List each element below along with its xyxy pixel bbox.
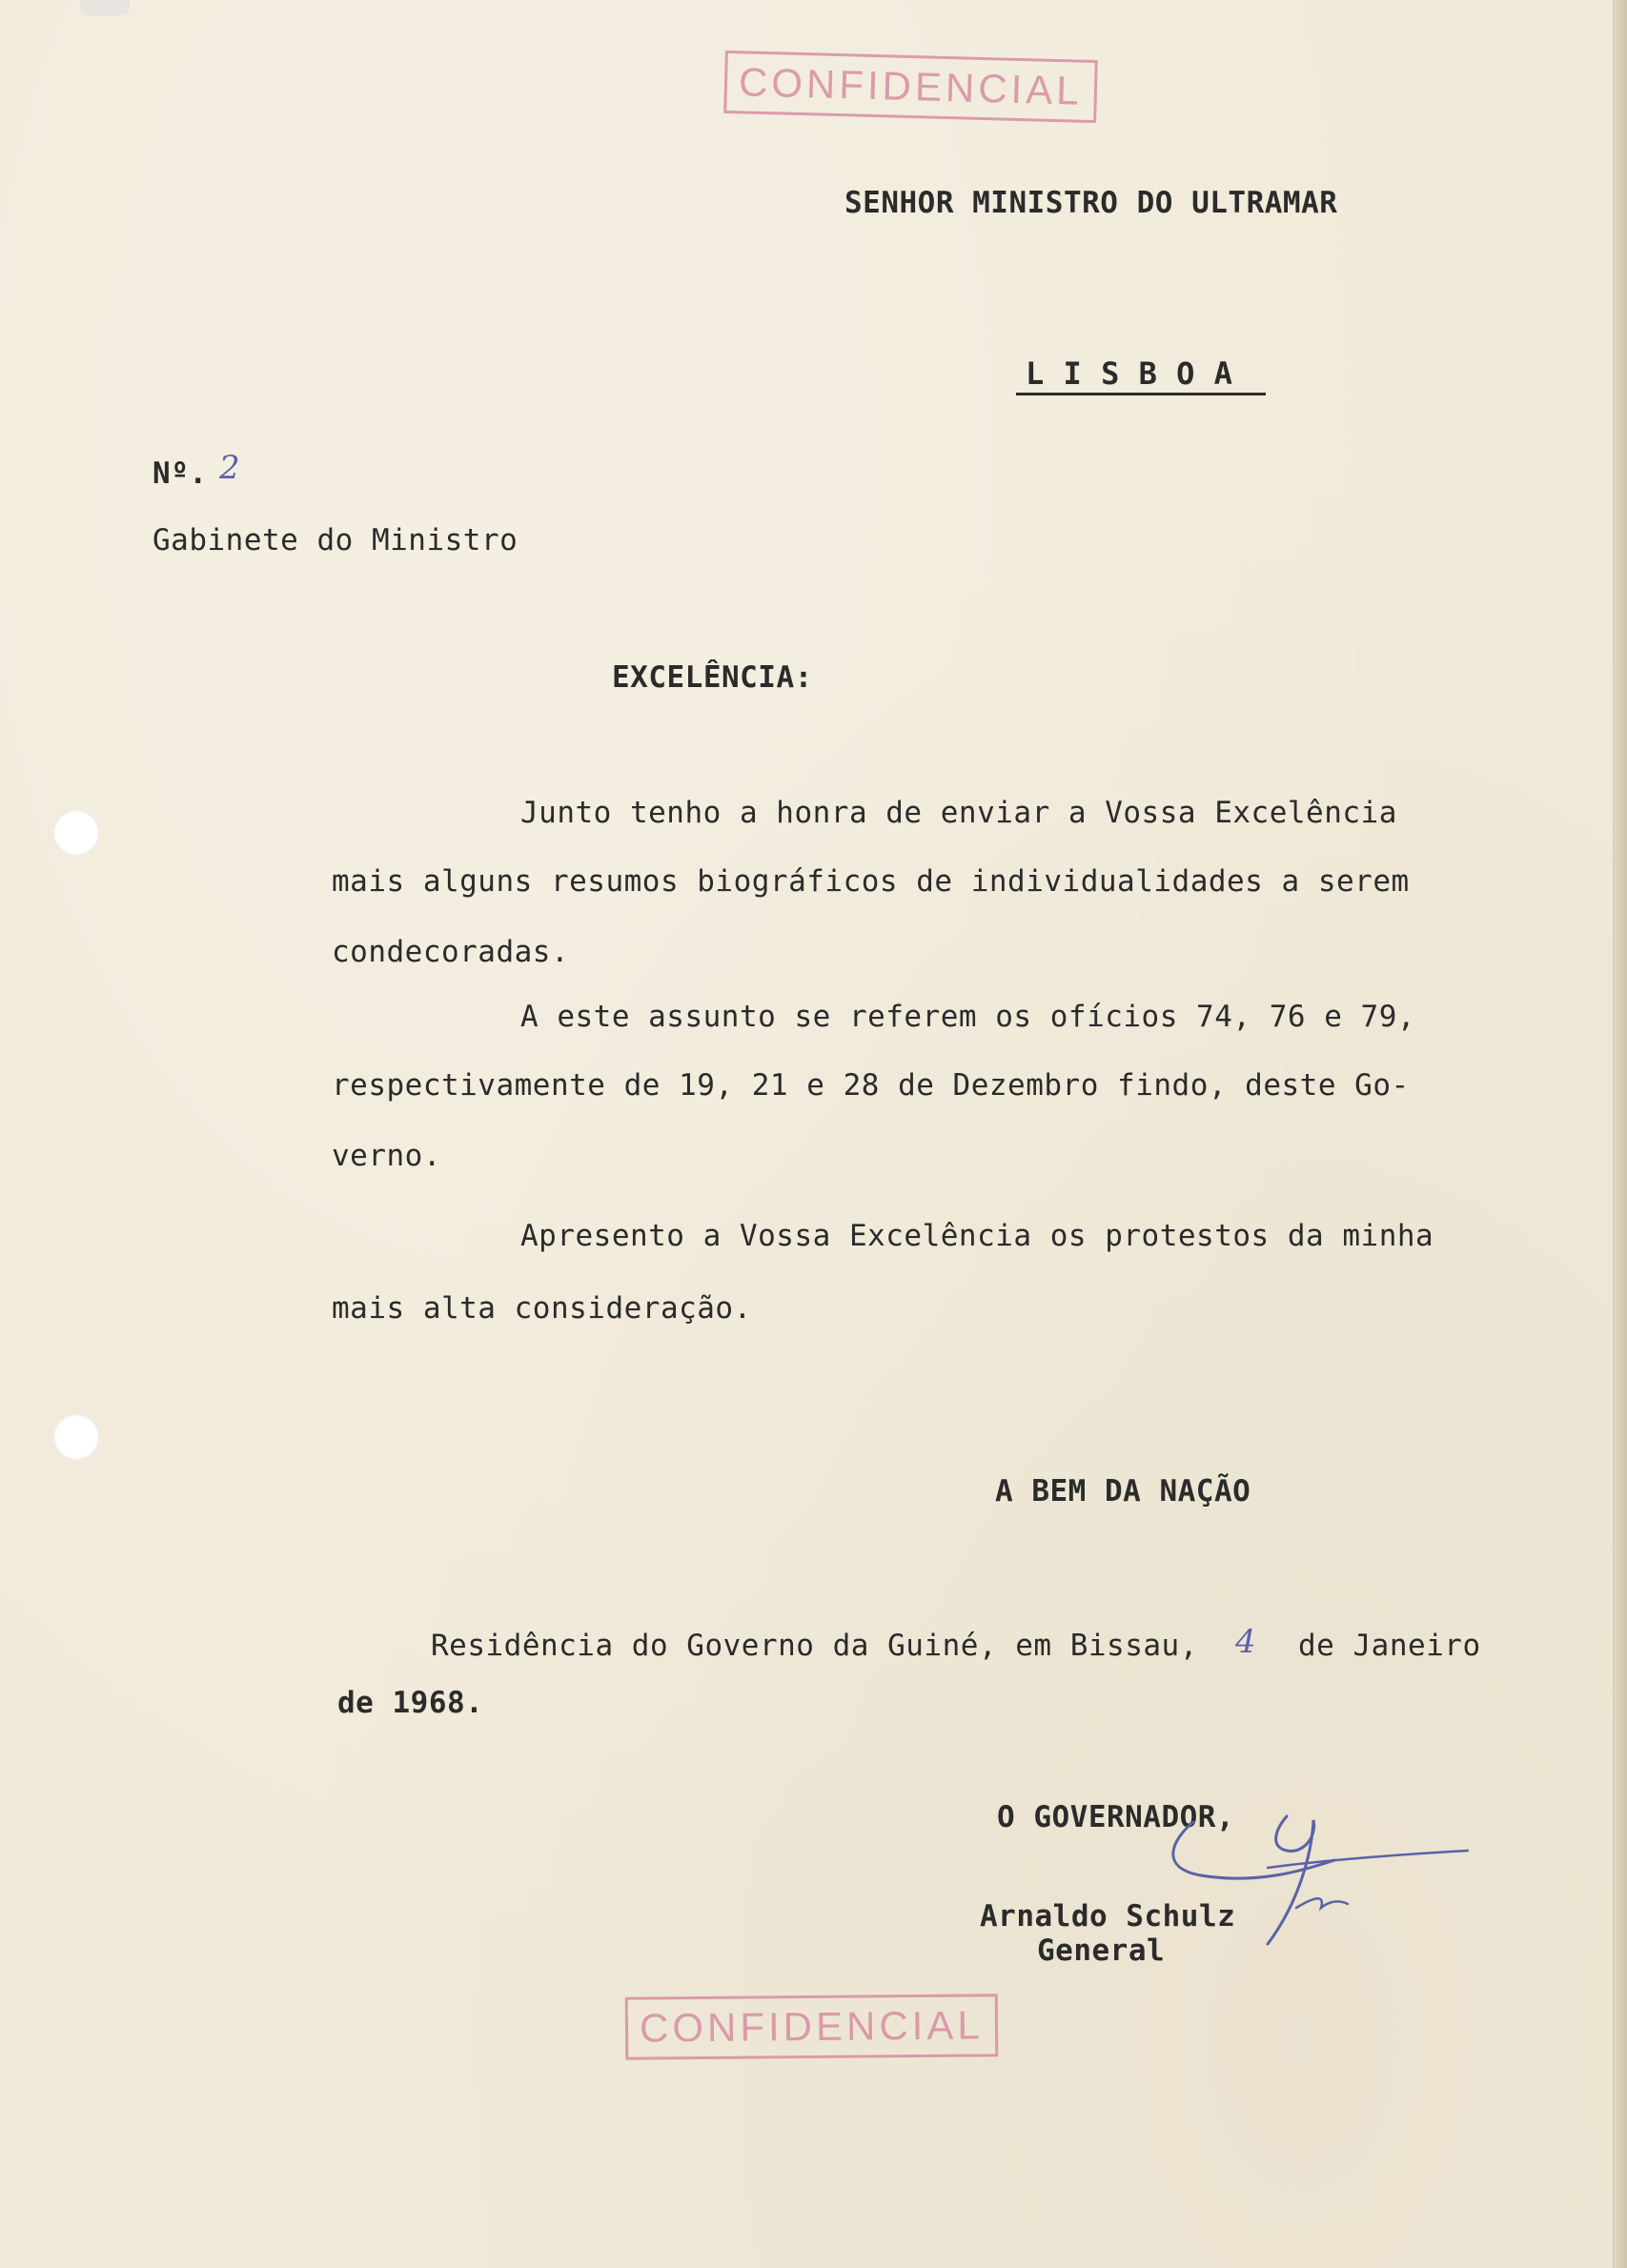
paper-tab <box>80 0 130 15</box>
place-date-suffix: de Janeiro <box>1298 1629 1481 1663</box>
body-line: Apresento a Vossa Excelência os protestos da minha <box>520 1219 1434 1253</box>
body-line: mais alta consideração. <box>332 1291 752 1326</box>
body-line: respectivamente de 19, 21 e 28 de Dezembro findo, deste Go- <box>332 1068 1410 1103</box>
place-date-prefix: Residência do Governo da Guiné, em Bissau, <box>431 1629 1198 1663</box>
department: Gabinete do Ministro <box>153 523 519 557</box>
city-underline <box>1016 393 1266 395</box>
signatory-title: O GOVERNADOR, <box>997 1800 1235 1834</box>
body-line: Junto tenho a honra de enviar a Vossa Excelência <box>520 796 1397 830</box>
page-edge <box>1613 0 1627 2268</box>
addressee: SENHOR MINISTRO DO ULTRAMAR <box>844 186 1338 220</box>
city: L I S B O A <box>1026 355 1233 392</box>
closing-motto: A BEM DA NAÇÃO <box>995 1474 1251 1509</box>
confidential-stamp-bottom: CONFIDENCIAL <box>625 1994 998 2059</box>
punch-hole-upper <box>53 810 99 856</box>
number-label: Nº. <box>153 456 208 491</box>
number-value: 2 <box>219 449 241 487</box>
place-date-day: 4 <box>1235 1623 1257 1661</box>
body-line: mais alguns resumos biográficos de individualidades a serem <box>332 864 1410 899</box>
body-line: verno. <box>332 1139 441 1173</box>
punch-hole-lower <box>53 1414 99 1460</box>
confidential-stamp-top: CONFIDENCIAL <box>723 51 1097 123</box>
salutation: EXCELÊNCIA: <box>612 660 813 695</box>
place-date-year: de 1968. <box>337 1686 484 1720</box>
signature-scribble <box>1153 1801 1477 1973</box>
body-line: A este assunto se referem os ofícios 74, 76 e 79, <box>520 1000 1416 1034</box>
body-line: condecoradas. <box>332 935 570 969</box>
signatory-name: Arnaldo Schulz <box>980 1899 1236 1934</box>
signatory-rank: General <box>1037 1934 1166 1968</box>
